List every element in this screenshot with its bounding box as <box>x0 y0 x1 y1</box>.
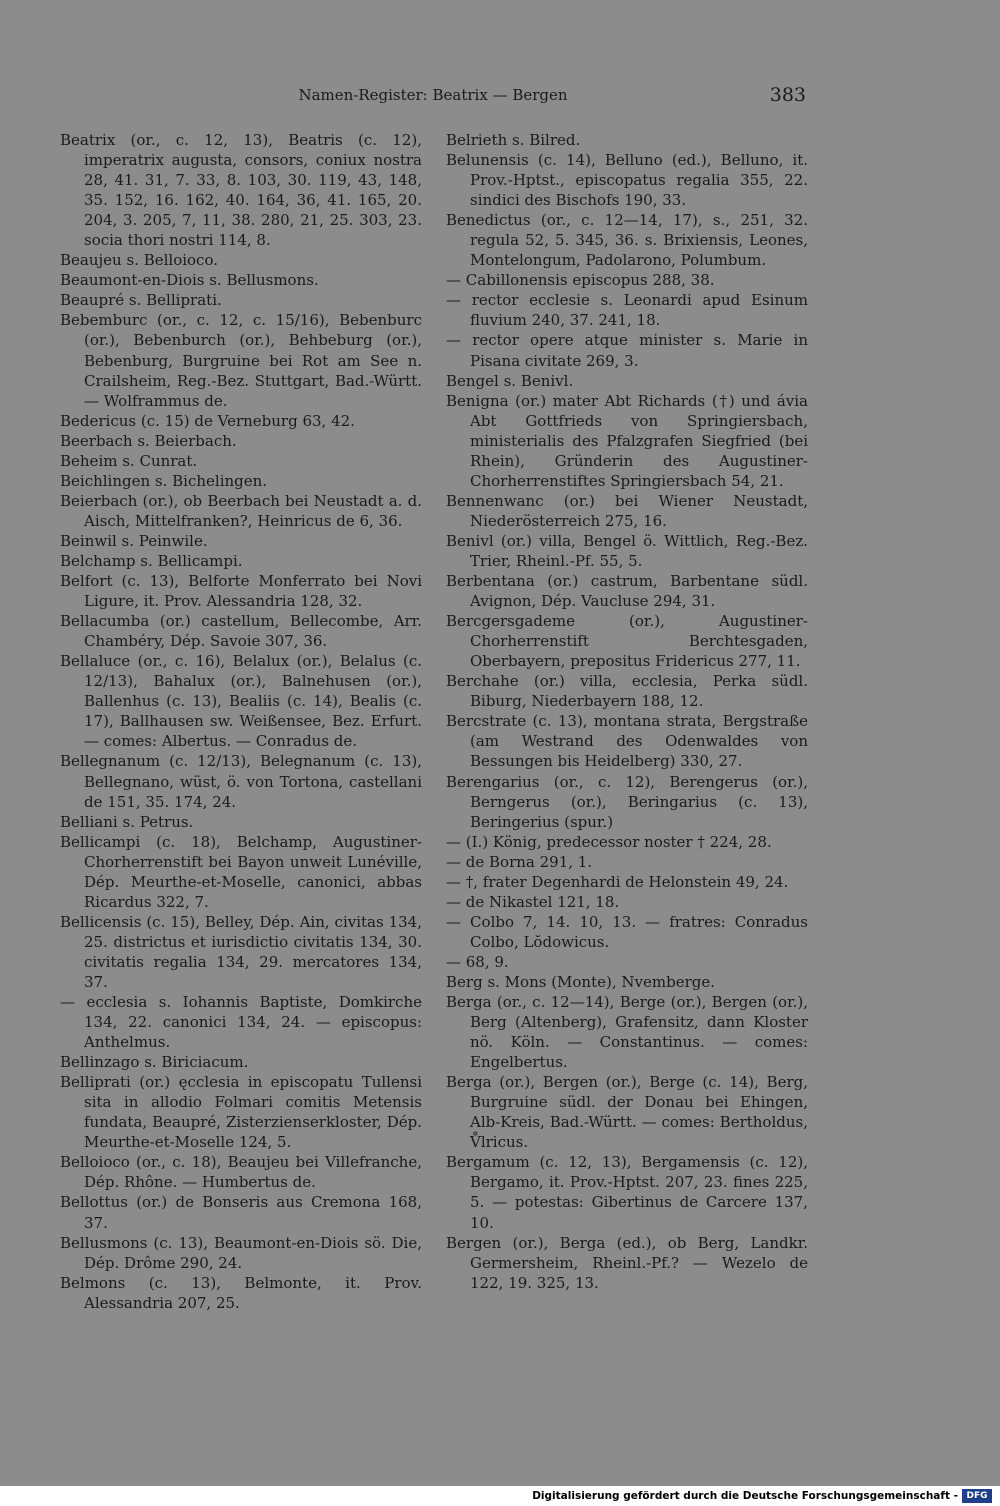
register-entry: Bellusmons (c. 13), Beaumont-en-Diois sö. Die, Dép. Drôme 290, 24. <box>60 1233 422 1272</box>
page-header <box>60 84 806 108</box>
register-entry: Beaupré s. Belliprati. <box>60 291 222 310</box>
register-entry: — rector opere atque minister s. Marie in Pisana civitate 269, 3. <box>446 331 808 370</box>
register-entry: — rector ecclesie s. Leonardi apud Esinum fluvium 240, 37. 241, 18. <box>446 291 808 330</box>
page-number: 383 <box>769 84 806 106</box>
register-entry: Bercgersgademe (or.), Augustiner-Chorherrenstift Berchtesgaden, Oberbayern, prepositus Fridericus 277, 11. <box>446 612 808 671</box>
register-entry: Bellaluce (or., c. 16), Belalux (or.), Belalus (c. 12/13), Bahalux (or.), Balnehusen (or.), Ballenhus (c. 13), Bealiis (c. 14), Bealis (c. 17), Ballhausen sw. Weißensee, Bez. Erfurt. — comes: Albertus. — Conradus de. <box>60 652 422 751</box>
register-entry: — 68, 9. <box>446 952 509 971</box>
register-entry: — Cabillonensis episcopus 288, 38. <box>446 271 715 290</box>
register-entry: Bellacumba (or.) castellum, Bellecombe, Arr. Chambéry, Dép. Savoie 307, 36. <box>60 612 422 651</box>
digitization-credit: Digitalisierung gefördert durch die Deutsche Forschungsgemeinschaft - <box>532 1490 958 1502</box>
register-entry: — (I.) König, predecessor noster † 224, 28. <box>446 832 772 851</box>
register-entry: Bengel s. Benivl. <box>446 371 574 390</box>
register-entry: Bellegnanum (c. 12/13), Belegnanum (c. 13), Bellegnano, wüst, ö. von Tortona, castellani de 151, 35. 174, 24. <box>60 752 422 811</box>
register-entry: Belliprati (or.) ęcclesia in episcopatu Tullensi sita in allodio Folmari comitis Metensis fundata, Beaupré, Zisterzienserkloster, Dép. Meurthe-et-Moselle 124, 5. <box>60 1073 422 1152</box>
register-entry: Belmons (c. 13), Belmonte, it. Prov. Alessandria 207, 25. <box>60 1273 422 1312</box>
register-entry: Belfort (c. 13), Belforte Monferrato bei Novi Ligure, it. Prov. Alessandria 128, 32. <box>60 572 422 611</box>
register-entry: Belrieth s. Bilred. <box>446 131 581 149</box>
register-entry: Belliani s. Petrus. <box>60 812 194 831</box>
register-entry: Berga (or.), Bergen (or.), Berge (c. 14), Berg, Burgruine südl. der Donau bei Ehingen, Alb-Kreis, Bad.-Württ. — comes: Bertholdus, V̊lricus. <box>446 1073 808 1152</box>
register-entry: Berga (or., c. 12—14), Berge (or.), Bergen (or.), Berg (Altenberg), Grafensitz, dann Kloster nö. Köln. — Constantinus. — comes: Engelbertus. <box>446 993 808 1072</box>
left-column <box>60 130 422 1313</box>
register-entry: Bellicampi (c. 18), Belchamp, Augustiner-Chorherrenstift bei Bayon unweit Lunéville, Dép. Meurthe-et-Moselle, canonici, abbas Ricardus 322, 7. <box>60 832 422 911</box>
register-entry: Belunensis (c. 14), Belluno (ed.), Belluno, it. Prov.-Hptst., episcopatus regalia 355, 22. sindici des Bischofs 190, 33. <box>446 151 808 210</box>
register-entry: Beaujeu s. Belloioco. <box>60 251 218 270</box>
register-entry: Beaumont-en-Diois s. Bellusmons. <box>60 271 319 290</box>
register-entry: Berengarius (or., c. 12), Berengerus (or.), Berngerus (or.), Beringarius (c. 13), Beringerius (spur.) <box>446 772 808 831</box>
register-entry: Bellicensis (c. 15), Belley, Dép. Ain, civitas 134, 25. districtus et iurisdictio civitatis 134, 30. civitatis regalia 134, 29. mercatores 134, 37. <box>60 912 422 991</box>
register-entry: — de Borna 291, 1. <box>446 852 593 871</box>
register-entry: Belloioco (or., c. 18), Beaujeu bei Villefranche, Dép. Rhône. — Humbertus de. <box>60 1153 422 1192</box>
register-entry: Berchahe (or.) villa, ecclesia, Perka südl. Biburg, Niederbayern 188, 12. <box>446 672 808 711</box>
register-entry: Bedericus (c. 15) de Verneburg 63, 42. <box>60 411 355 430</box>
register-entry: Benedictus (or., c. 12—14, 17), s., 251, 32. regula 52, 5. 345, 36. s. Brixiensis, Leones, Montelongum, Padolarono, Polumbum. <box>446 211 808 270</box>
register-entry: Bellottus (or.) de Bonseris aus Cremona 168, 37. <box>60 1193 422 1232</box>
register-entry: Bellinzago s. Biriciacum. <box>60 1053 249 1072</box>
register-entry: — Colbo 7, 14. 10, 13. — fratres: Conradus Colbo, Lŏdowicus. <box>446 912 808 951</box>
register-entry: Berg s. Mons (Monte), Nvemberge. <box>446 972 715 991</box>
register-entry: Bennenwanc (or.) bei Wiener Neustadt, Niederösterreich 275, 16. <box>446 491 808 530</box>
right-column <box>446 130 808 1293</box>
register-entry: Bergen (or.), Berga (ed.), ob Berg, Landkr. Germersheim, Rheinl.-Pf.? — Wezelo de 122, 19. 325, 13. <box>446 1233 808 1292</box>
running-title: Namen-Register: Beatrix — Bergen <box>298 86 568 104</box>
register-entry: Benigna (or.) mater Abt Richards (†) und ávia Abt Gottfrieds von Springiersbach, ministerialis des Pfalzgrafen Siegfried (bei Rhein), Gründerin des Augustiner-Chorherrenstiftes Springiersbach 54, 21. <box>446 391 808 490</box>
register-entry: Beerbach s. Beierbach. <box>60 431 237 450</box>
dfg-logo-icon: DFG <box>962 1489 992 1503</box>
register-entry: Beinwil s. Peinwile. <box>60 531 208 550</box>
register-entry: Benivl (or.) villa, Bengel ö. Wittlich, Reg.-Bez. Trier, Rheinl.-Pf. 55, 5. <box>446 531 808 570</box>
register-entry: Beierbach (or.), ob Beerbach bei Neustadt a. d. Aisch, Mittelfranken?, Heinricus de 6, 36. <box>60 491 422 530</box>
register-entry: Beichlingen s. Bichelingen. <box>60 471 268 490</box>
register-entry: — †, frater Degenhardi de Helonstein 49, 24. <box>446 872 789 891</box>
register-entry: — ecclesia s. Iohannis Baptiste, Domkirche 134, 22. canonici 134, 24. — episcopus: Anthelmus. <box>60 993 422 1052</box>
register-entry: Berbentana (or.) castrum, Barbentane südl. Avignon, Dép. Vaucluse 294, 31. <box>446 572 808 611</box>
register-entry: Beheim s. Cunrat. <box>60 451 198 470</box>
register-entry: Belchamp s. Bellicampi. <box>60 551 243 570</box>
register-entry: Bebemburc (or., c. 12, c. 15/16), Bebenburc (or.), Bebenburch (or.), Behbeburg (or.), Bebenburg, Burgruine bei Rot am See n. Crailsheim, Reg.-Bez. Stuttgart, Bad.-Württ. — Wolframmus de. <box>60 311 422 410</box>
footer-bar <box>0 1486 1000 1506</box>
register-entry: Beatrix (or., c. 12, 13), Beatris (c. 12), imperatrix augusta, consors, coniux nostra 28, 41. 31, 7. 33, 8. 103, 30. 119, 43, 148, 35. 152, 16. 162, 40. 164, 36, 41. 165, 20. 204, 3. 205, 7, 11, 38. 280, 21, 25. 303, 23. socia thori nostri 114, 8. <box>60 131 422 250</box>
register-entry: Bergamum (c. 12, 13), Bergamensis (c. 12), Bergamo, it. Prov.-Hptst. 207, 23. fines 225, 5. — potestas: Gibertinus de Carcere 137, 10. <box>446 1153 808 1232</box>
register-entry: Bercstrate (c. 13), montana strata, Bergstraße (am Westrand des Odenwaldes von Bessungen bis Heidelberg) 330, 27. <box>446 712 808 771</box>
register-entry: — de Nikastel 121, 18. <box>446 892 620 911</box>
